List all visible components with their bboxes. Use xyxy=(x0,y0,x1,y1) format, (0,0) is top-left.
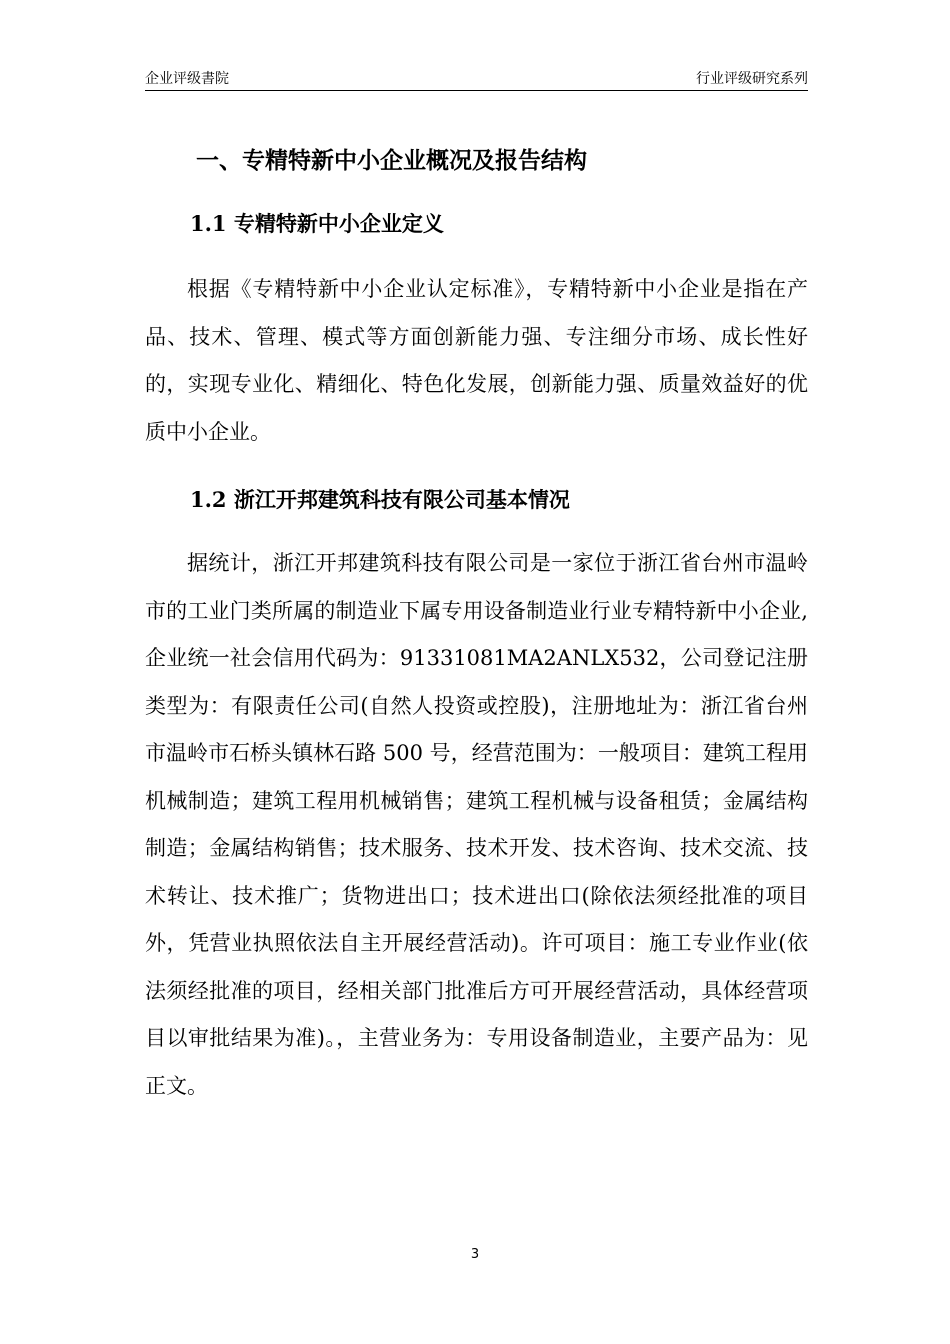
subsection-title-company-info: 1.2 浙江开邦建筑科技有限公司基本情况 xyxy=(190,487,570,512)
header-right-text: 行业评级研究系列 xyxy=(696,71,808,87)
paragraph-definition: 根据《专精特新中小企业认定标准》，专精特新中小企业是指在产品、技术、管理、模式等方面创新能力强、专注细分市场、成长性好的，实现专业化、精细化、特色化发展，创新能力强、质量效益好的优质中小企业。 xyxy=(145,277,808,444)
paragraph-company-info: 据统计，浙江开邦建筑科技有限公司是一家位于浙江省台州市温岭市的工业门类所属的制造业下属专用设备制造业行业专精特新中小企业,企业统一社会信用代码为：91331081MA2ANLX532，公司登记注册类型为：有限责任公司(自然人投资或控股)，注册地址为：浙江省台州市温岭市石桥头镇林石路 500 号，经营范围为：一般项目：建筑工程用机械制造；建筑工程用机械销售；建筑工程机械与设备租赁；金属结构制造；金属结构销售；技术服务、技术开发、技术咨询、技术交流、技术转让、技术推广；货物进出口；技术进出口(除依法须经批准的项目外，凭营业执照依法自主开展经营活动)。许可项目：施工专业作业(依法须经批准的项目，经相关部门批准后方可开展经营活动，具体经营项目以审批结果为准)。，主营业务为：专用设备制造业，主要产品为：见正文。 xyxy=(145,551,808,1098)
section-title: 一、专精特新中小企业概况及报告结构 xyxy=(196,147,587,174)
page-header xyxy=(145,66,808,91)
page-number: 3 xyxy=(470,1247,480,1262)
header-left-text: 企业评级書院 xyxy=(145,71,229,87)
subsection-title-definition: 1.1 专精特新中小企业定义 xyxy=(190,211,444,236)
